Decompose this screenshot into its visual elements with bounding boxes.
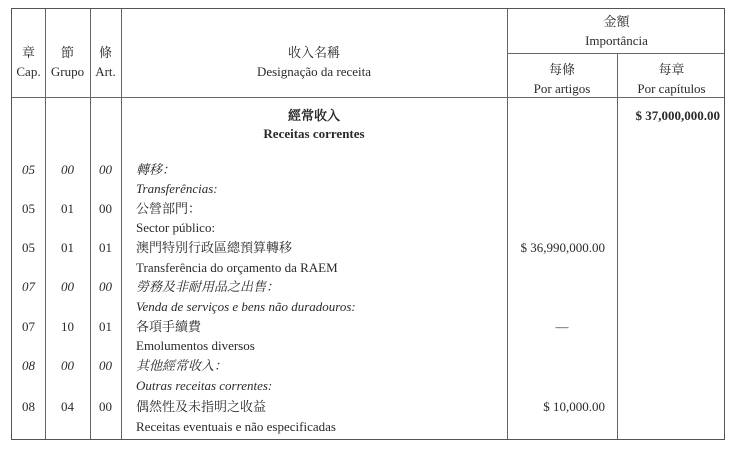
row-art: 00 xyxy=(99,358,112,373)
header-por-artigos-pt: Por artigos xyxy=(533,81,591,96)
row-grupo: 00 xyxy=(61,358,74,373)
row-desc-pt: Transferências: xyxy=(136,181,218,196)
row-desc-zh: 其他經常收入： xyxy=(136,358,228,373)
row-desc-zh: 各項手續費 xyxy=(136,319,202,334)
row-desc-zh: 轉移： xyxy=(136,162,176,177)
header-subdivider xyxy=(507,53,724,54)
row-amount: $ 36,990,000.00 xyxy=(520,240,605,255)
row-cap: 05 xyxy=(22,240,35,255)
row-desc-zh: 偶然性及未指明之收益 xyxy=(136,399,267,414)
header-designacao xyxy=(121,43,507,81)
row-cap: 08 xyxy=(22,358,35,373)
row-amount: — xyxy=(555,319,569,334)
row-desc-pt: Sector público: xyxy=(136,220,216,235)
header-art-zh: 條 xyxy=(98,45,112,60)
header-grupo xyxy=(45,43,90,81)
revenue-table xyxy=(11,8,725,440)
row-grupo: 01 xyxy=(61,201,74,216)
row-desc-pt: Venda de serviços e bens não duradouros: xyxy=(136,299,356,314)
row-desc-pt: Outras receitas correntes: xyxy=(136,378,273,393)
row-cap: 07 xyxy=(22,279,35,294)
row-desc-pt: Transferência do orçamento da RAEM xyxy=(136,260,338,275)
header-art xyxy=(90,43,121,81)
header-importancia-zh: 金額 xyxy=(603,14,630,29)
row-desc-zh: 勞務及非耐用品之出售： xyxy=(136,279,280,294)
row-art: 01 xyxy=(99,319,112,334)
row-desc-zh: 澳門特別行政區總預算轉移 xyxy=(136,240,293,255)
row-art: 01 xyxy=(99,240,112,255)
row-desc-pt: Receitas eventuais e não especificadas xyxy=(136,419,336,434)
row-art: 00 xyxy=(99,201,112,216)
header-por-capitulos-zh: 每章 xyxy=(658,62,685,77)
header-por-artigos-zh: 每條 xyxy=(548,62,575,77)
row-cap: 05 xyxy=(22,162,35,177)
row-grupo: 04 xyxy=(61,399,74,414)
section-total: $ 37,000,000.00 xyxy=(635,108,720,123)
header-importancia-pt: Importância xyxy=(585,33,648,48)
row-grupo: 10 xyxy=(61,319,74,334)
row-amount: $ 10,000.00 xyxy=(543,399,605,414)
row-cap: 07 xyxy=(22,319,35,334)
row-art: 00 xyxy=(99,279,112,294)
header-importancia xyxy=(507,12,726,50)
row-cap: 08 xyxy=(22,399,35,414)
header-desc-zh: 收入名稱 xyxy=(287,45,340,60)
header-cap-pt: Cap. xyxy=(16,64,41,79)
header-por-artigos xyxy=(507,60,617,98)
header-art-pt: Art. xyxy=(95,64,116,79)
header-desc-pt: Designação da receita xyxy=(256,64,372,79)
row-desc-zh: 公營部門： xyxy=(136,201,202,216)
row-grupo: 00 xyxy=(61,162,74,177)
row-cap: 05 xyxy=(22,201,35,216)
header-grupo-pt: Grupo xyxy=(50,64,85,79)
row-art: 00 xyxy=(99,162,112,177)
section-title-zh: 經常收入 xyxy=(287,108,340,123)
header-cap xyxy=(12,43,45,81)
section-title-pt: Receitas correntes xyxy=(263,126,365,141)
header-cap-zh: 章 xyxy=(21,45,35,60)
row-desc-pt: Emolumentos diversos xyxy=(136,338,255,353)
row-art: 00 xyxy=(99,399,112,414)
row-grupo: 01 xyxy=(61,240,74,255)
header-por-capitulos-pt: Por capítulos xyxy=(637,81,706,96)
header-por-capitulos xyxy=(617,60,726,98)
row-grupo: 00 xyxy=(61,279,74,294)
header-grupo-zh: 節 xyxy=(60,45,74,60)
